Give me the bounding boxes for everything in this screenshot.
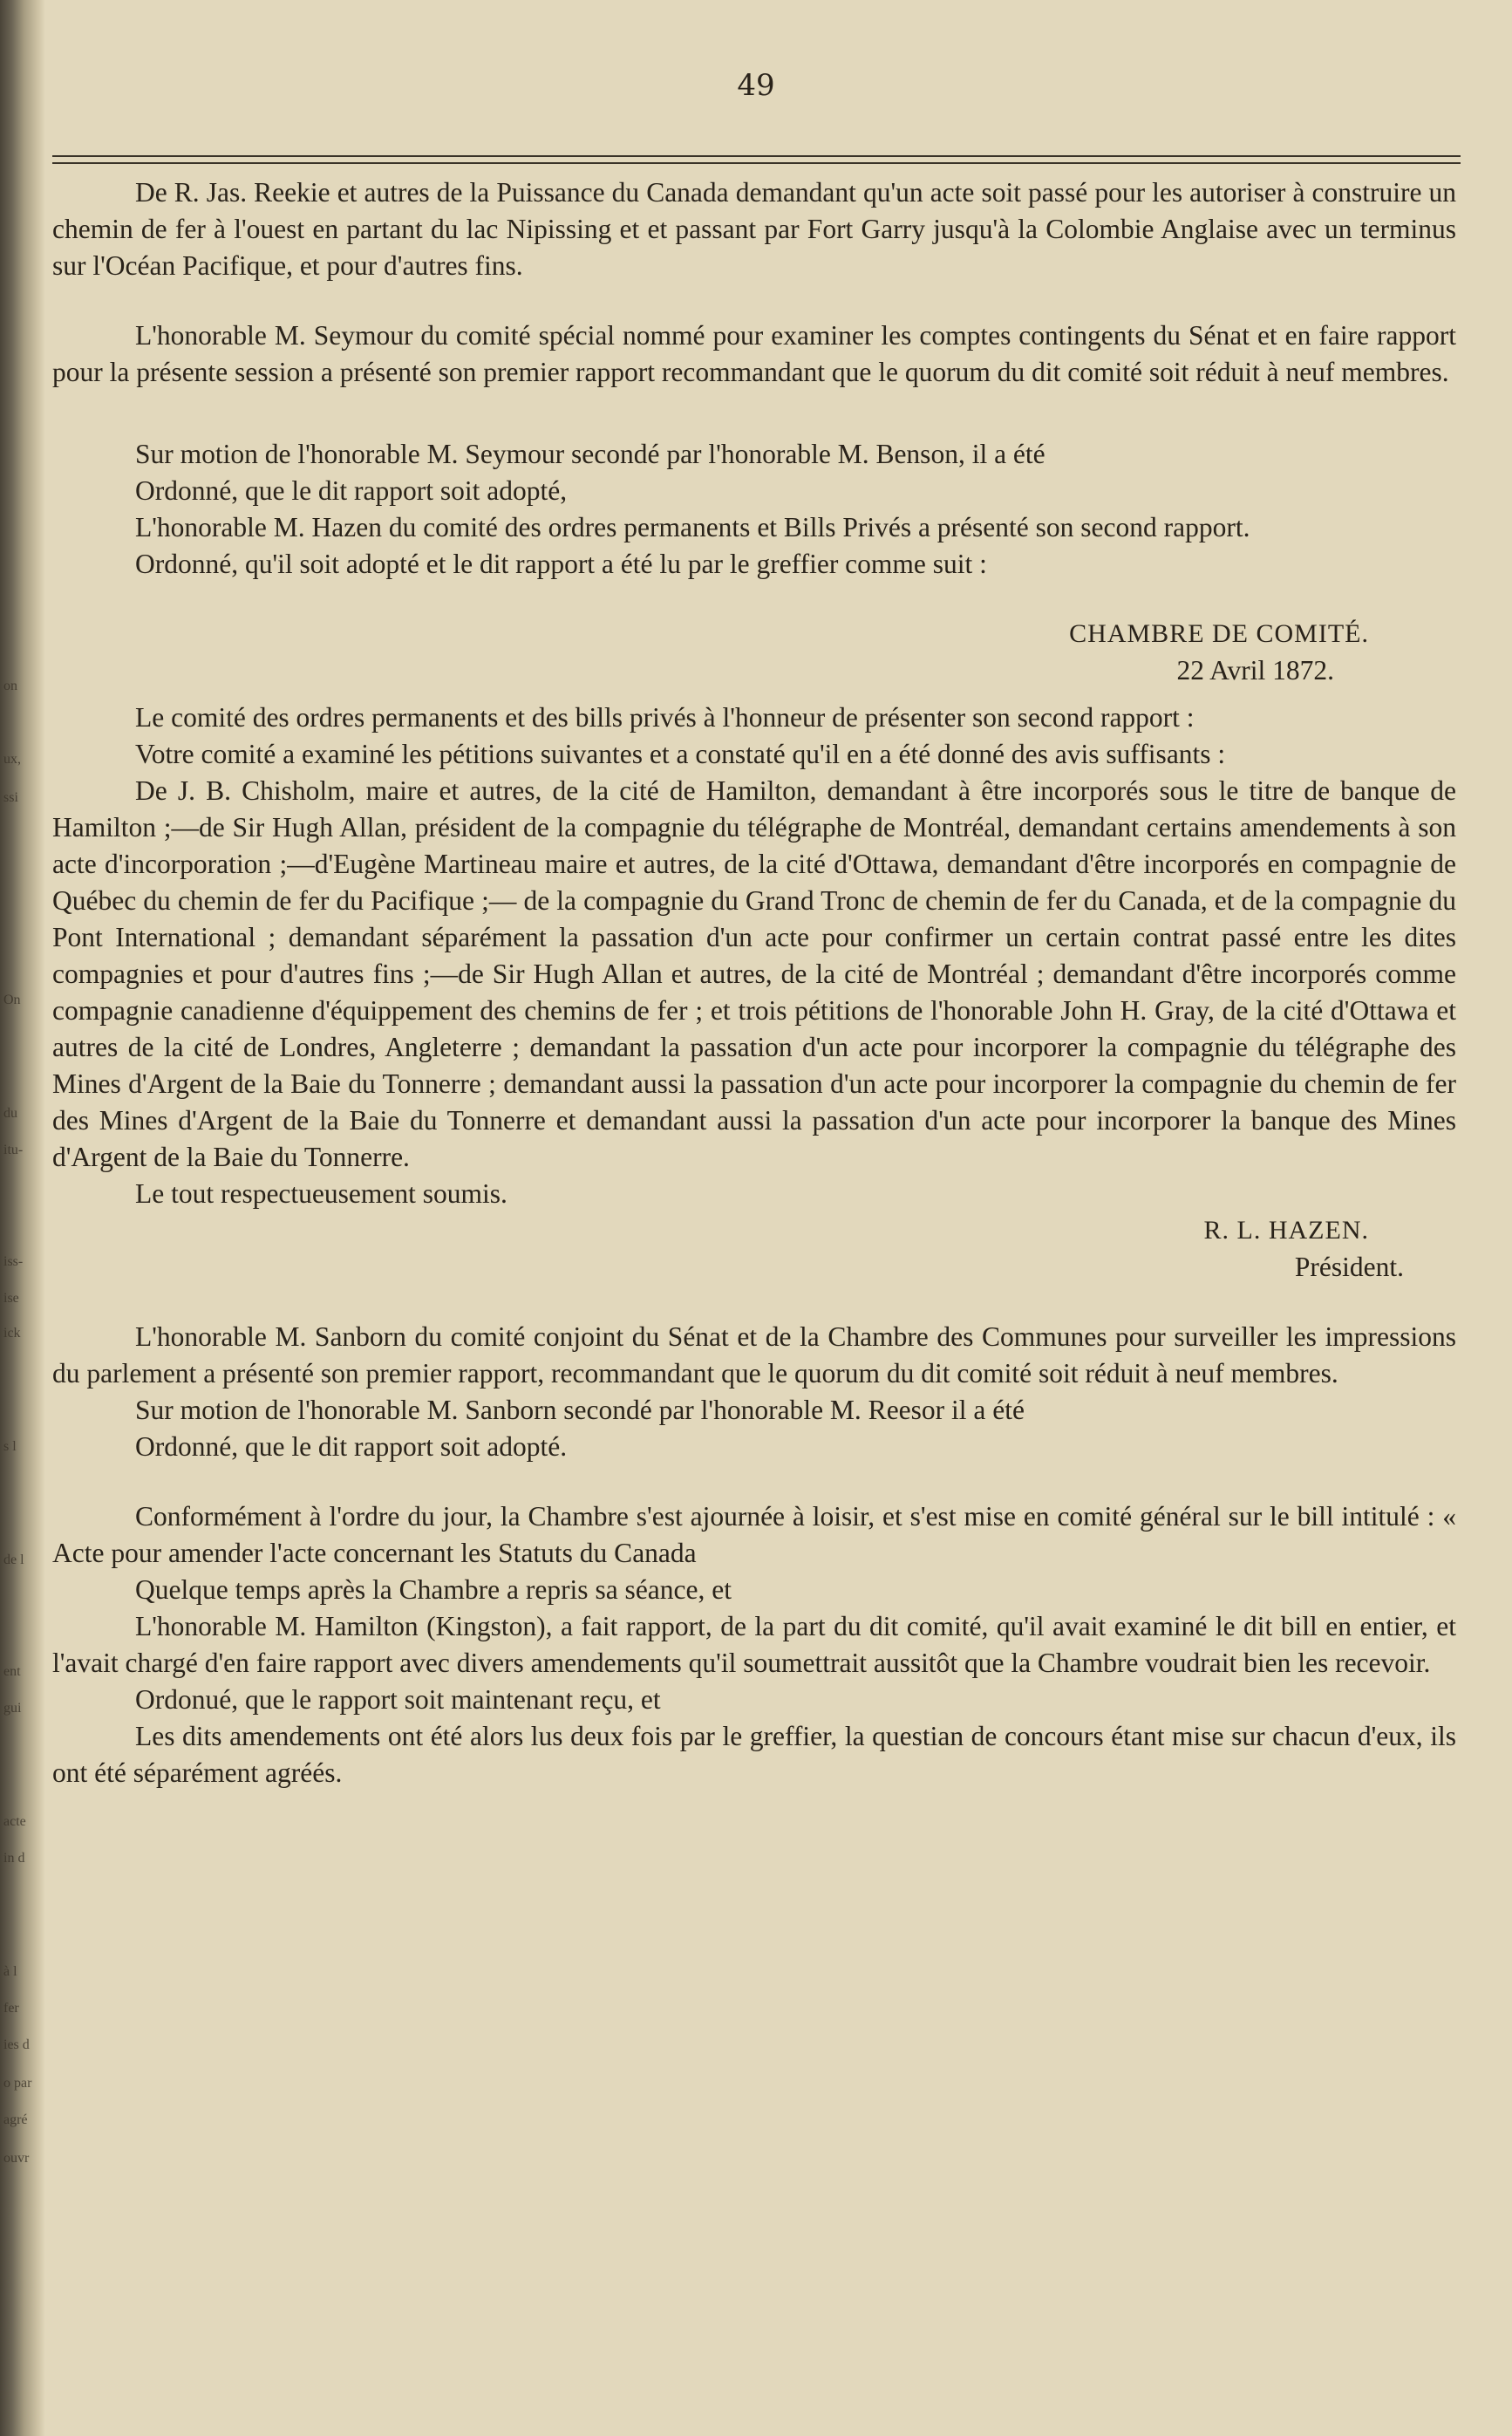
journal-page-body bbox=[52, 174, 1456, 1791]
margin-fragment: à l bbox=[3, 1964, 17, 1979]
margin-fragment: ouvr bbox=[3, 2151, 30, 2166]
margin-fragment: on bbox=[3, 679, 17, 693]
margin-fragment: On bbox=[3, 993, 21, 1007]
book-spine-shadow bbox=[0, 0, 45, 2436]
resumed-sitting-paragraph: Quelque temps après la Chambre a repris sa séance, et bbox=[135, 1574, 732, 1605]
margin-fragment: gui bbox=[3, 1701, 22, 1716]
margin-fragment: ssi bbox=[3, 790, 18, 805]
margin-fragment: agré bbox=[3, 2112, 28, 2127]
margin-fragment: ent bbox=[3, 1664, 21, 1679]
ordered-read-paragraph: Ordonné, qu'il soit adopté et le dit rapport a été lu par le greffier comme suit : bbox=[135, 549, 987, 579]
margin-fragment: iss- bbox=[3, 1254, 24, 1269]
margin-fragment: ick bbox=[3, 1326, 21, 1341]
petition-reekie-paragraph: De R. Jas. Reekie et autres de la Puissance du Canada demandant qu'un acte soit passé pour les autoriser à construire un chemin de fer à l'ouest en partant du lac Nipissing et et passant par Fort Garry jusqu'à la Colombie Anglaise avec un terminus sur l'Océan Pacifique, et pour d'autres fins. bbox=[52, 177, 1456, 281]
committee-examined-paragraph: Votre comité a examiné les pétitions suivantes et a constaté qu'il en a été donné des avis suffisants : bbox=[135, 739, 1226, 769]
amendments-agreed-paragraph: Les dits amendements ont été alors lus deux fois par le greffier, la questian de concours étant mise sur chacun d'eux, ils ont été séparément agréés. bbox=[52, 1721, 1456, 1788]
margin-fragment: ux, bbox=[3, 752, 21, 767]
margin-fragment: in d bbox=[3, 1851, 25, 1866]
signature-title: Président. bbox=[1294, 1252, 1404, 1282]
margin-fragment: fer bbox=[3, 2001, 19, 2016]
hazen-report-paragraph: L'honorable M. Hazen du comité des ordres permanents et Bills Privés a présenté son second rapport. bbox=[135, 512, 1250, 542]
margin-fragment: du bbox=[3, 1106, 17, 1121]
ordered-adopted-paragraph-2: Ordonné, que le dit rapport soit adopté. bbox=[135, 1431, 568, 1462]
seymour-motion-paragraph: Sur motion de l'honorable M. Seymour secondé par l'honorable M. Benson, il a été bbox=[135, 439, 1045, 469]
petitions-list-paragraph: De J. B. Chisholm, maire et autres, de la cité de Hamilton, demandant à être incorporés sous le titre de banque de Hamilton ;—de Sir Hugh Allan, président de la compagnie du télégraphe de Montréal, demandant certains amendements à son acte d'incorporation ;—d'Eugène Martineau maire et autres, de la cité d'Ottawa, demandant d'être incorporés en compagnie de Québec du chemin de fer du Pacifique ;— de la compagnie du Grand Tronc de chemin de fer du Canada, et de la compagnie du Pont International ; demandant séparément la passation d'un acte pour confirmer un certain contrat passé entre les dites compagnies et pour d'autres fins ;—de Sir Hugh Allan et autres, de la cité de Montréal ; demandant d'être incorporés comme compagnie canadienne d'équippement des chemins de fer ; et trois pétitions de l'honorable John H. Gray, de la cité d'Ottawa et autres de la cité de Londres, Angleterre ; demandant la passation d'un acte pour incorporer la compagnie du télégraphe des Mines d'Argent de la Baie du Tonnerre ; demandant aussi la passation d'un acte pour incorporer la compagnie du chemin de fer des Mines d'Argent de la Baie du Tonnerre et demandant aussi la passation d'un acte pour incorporer la banque des Mines d'Argent de la Baie du Tonnerre. bbox=[52, 775, 1456, 1172]
header-double-rule bbox=[52, 155, 1461, 164]
seymour-report-paragraph: L'honorable M. Seymour du comité spécial nommé pour examiner les comptes contingents du Sénat et en faire rapport pour la présente session a présenté son premier rapport recommandant que le quorum du dit comité soit réduit à neuf membres. bbox=[52, 320, 1456, 387]
margin-fragment: de l bbox=[3, 1552, 24, 1567]
report-date: 22 Avril 1872. bbox=[1176, 655, 1334, 686]
sanborn-report-paragraph: L'honorable M. Sanborn du comité conjoint du Sénat et de la Chambre des Communes pour surveiller les impressions du parlement a présenté son premier rapport, recommandant que le quorum du dit comité soit réduit à neuf membres. bbox=[52, 1321, 1456, 1389]
margin-fragment: o par bbox=[3, 2076, 32, 2091]
margin-fragment: s l bbox=[3, 1439, 17, 1454]
margin-fragment: acte bbox=[3, 1814, 26, 1829]
signature-name: R. L. HAZEN. bbox=[1203, 1216, 1369, 1245]
ordered-adopted-paragraph: Ordonné, que le dit rapport soit adopté, bbox=[135, 475, 568, 506]
margin-fragment: ies d bbox=[3, 2037, 30, 2052]
report-header: CHAMBRE DE COMITÉ. bbox=[1069, 619, 1369, 648]
margin-fragment: itu- bbox=[3, 1143, 24, 1157]
margin-fragment: ise bbox=[3, 1291, 19, 1306]
order-of-day-paragraph: Conformément à l'ordre du jour, la Chambre s'est ajournée à loisir, et s'est mise en comité général sur le bill intitulé : « Acte pour amender l'acte concernant les Statuts du Canada bbox=[52, 1501, 1456, 1568]
committee-intro-paragraph: Le comité des ordres permanents et des bills privés à l'honneur de présenter son second rapport : bbox=[135, 702, 1195, 733]
hamilton-report-paragraph: L'honorable M. Hamilton (Kingston), a fait rapport, de la part du dit comité, qu'il avait examiné le dit bill en entier, et l'avait chargé d'en faire rapport avec divers amendements qu'il soumettrait aussitôt que la Chambre voudrait bien les recevoir. bbox=[52, 1611, 1456, 1678]
ordered-received-paragraph: Ordonué, que le rapport soit maintenant reçu, et bbox=[135, 1684, 661, 1715]
respectfully-submitted: Le tout respectueusement soumis. bbox=[135, 1178, 507, 1209]
page-number: 49 bbox=[737, 68, 775, 103]
sanborn-motion-paragraph: Sur motion de l'honorable M. Sanborn secondé par l'honorable M. Reesor il a été bbox=[135, 1395, 1025, 1425]
